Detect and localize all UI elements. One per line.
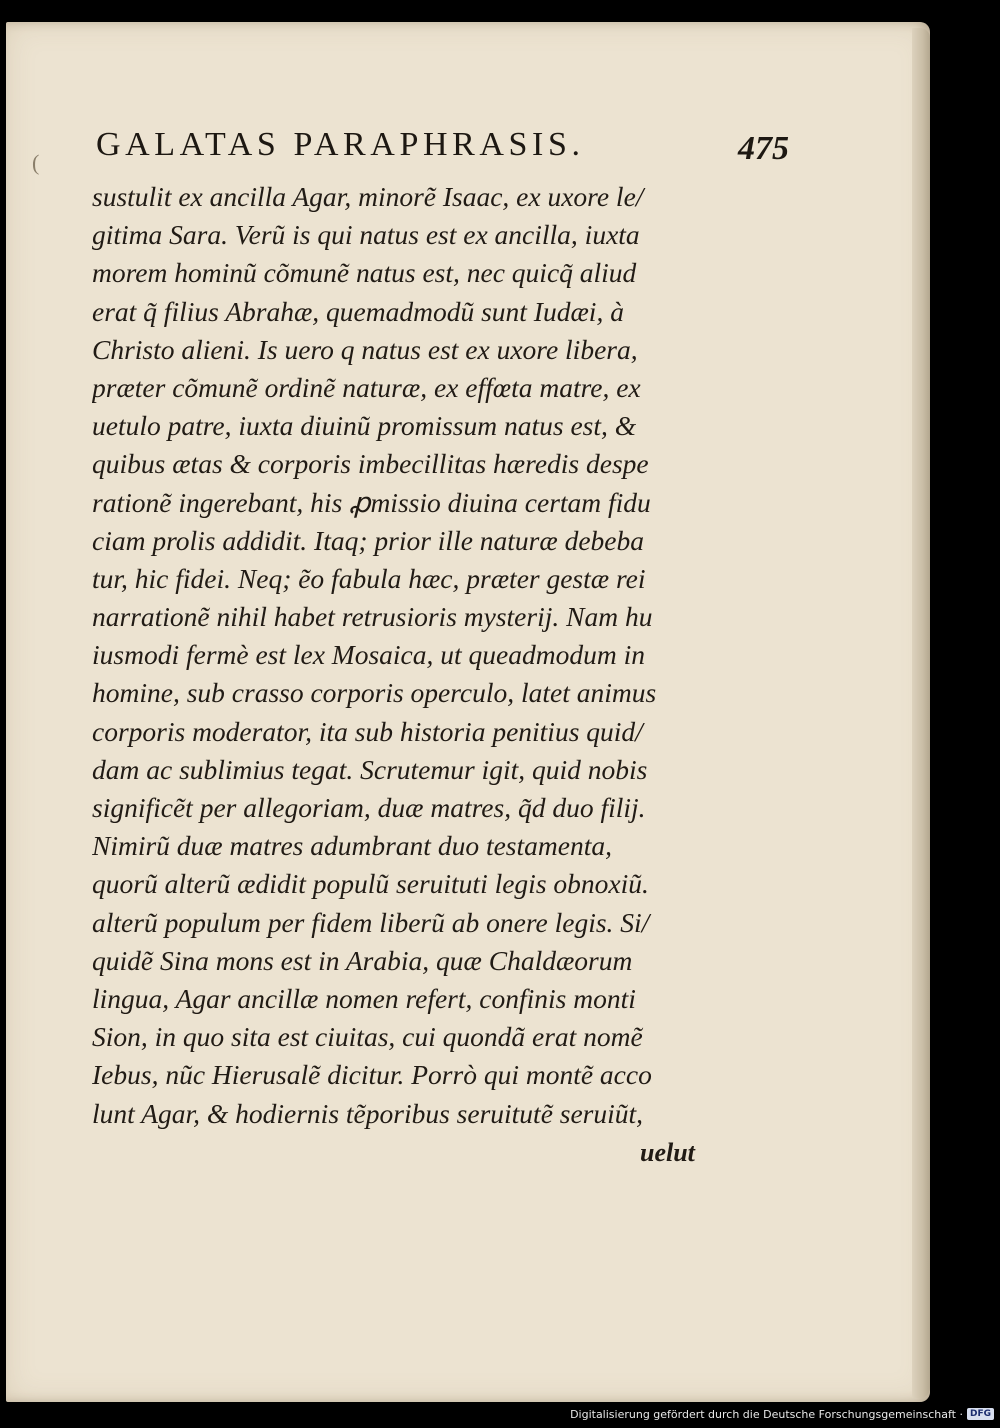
text-line: Iebus, nũc Hierusalẽ dicitur. Porrò qui montẽ acco bbox=[92, 1059, 652, 1091]
text-line: sustulit ex ancilla Agar, minorẽ Isaac, ex uxore le/ bbox=[92, 181, 644, 212]
text-line: quorũ alterũ ædidit populũ seruituti legis obnoxiũ. bbox=[92, 868, 649, 900]
text-line: erat q̃ filius Abrahæ, quemadmodũ sunt Iudæi, à bbox=[92, 295, 624, 327]
footer-credit: Digitalisierung gefördert durch die Deutsche Forschungsgemeinschaft · bbox=[570, 1407, 963, 1421]
text-line: narrationẽ nihil habet retrusioris mysterij. Nam hu bbox=[92, 601, 653, 633]
text-line: dam ac sublimius tegat. Scrutemur igit, quid nobis bbox=[92, 753, 648, 785]
text-line: rationẽ ingerebant, his ꝓmissio diuina certam fidu bbox=[92, 486, 651, 518]
text-line: corporis moderator, ita sub historia penitius quid/ bbox=[92, 715, 643, 747]
text-line: Sion, in quo sita est ciuitas, cui quondã erat nomẽ bbox=[92, 1021, 643, 1053]
text-line: homine, sub crasso corporis operculo, latet animus bbox=[92, 677, 657, 709]
text-line: morem hominũ cõmunẽ natus est, nec quicq̃ aliud bbox=[92, 257, 637, 289]
body-text bbox=[92, 178, 732, 1133]
margin-mark: ( bbox=[32, 150, 40, 175]
text-line: Christo alieni. Is uero q natus est ex uxore libera, bbox=[92, 333, 638, 365]
text-line: gitima Sara. Verũ is qui natus est ex ancilla, iuxta bbox=[92, 219, 640, 251]
text-line: Nimirũ duæ matres adumbrant duo testamenta, bbox=[92, 830, 612, 862]
text-line: alterũ populum per fidem liberũ ab onere legis. Si/ bbox=[92, 906, 650, 938]
text-line: præter cõmunẽ ordinẽ naturæ, ex effœta matre, ex bbox=[92, 371, 641, 403]
text-line: quibus ætas & corporis imbecillitas hæredis despe bbox=[92, 448, 649, 480]
digitization-footer bbox=[570, 1406, 994, 1422]
dfg-logo: DFG bbox=[967, 1408, 994, 1420]
text-line: lingua, Agar ancillæ nomen refert, confinis monti bbox=[92, 982, 636, 1014]
text-line: iusmodi fermè est lex Mosaica, ut queadmodum in bbox=[92, 639, 645, 671]
page-number: 475 bbox=[738, 130, 789, 167]
catchword: uelut bbox=[640, 1138, 695, 1167]
running-head bbox=[96, 126, 816, 174]
text-line: quidẽ Sina mons est in Arabia, quæ Chaldæorum bbox=[92, 944, 633, 976]
text-line: uetulo patre, iuxta diuinũ promissum natus est, & bbox=[92, 410, 637, 442]
text-line: tur, hic fidei. Neq; ẽo fabula hæc, præter gestæ rei bbox=[92, 562, 646, 594]
page-edge bbox=[912, 28, 930, 1398]
text-line: ciam prolis addidit. Itaq; prior ille naturæ debeba bbox=[92, 524, 645, 556]
running-head-title: GALATAS PARAPHRASIS. bbox=[96, 126, 585, 163]
text-line: significẽt per allegoriam, duæ matres, q̃d duo filij. bbox=[92, 792, 646, 823]
text-line: lunt Agar, & hodiernis tẽporibus seruitutẽ seruiũt, bbox=[92, 1097, 644, 1129]
